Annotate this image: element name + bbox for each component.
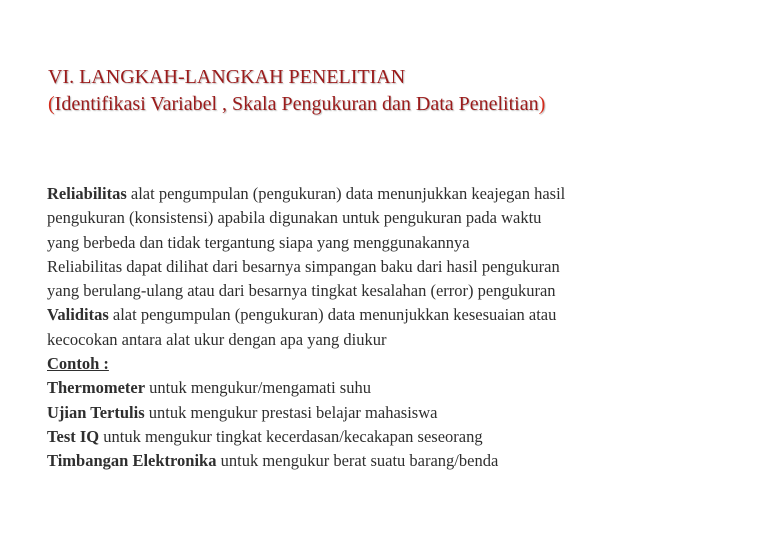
example-term: Test IQ: [47, 426, 100, 446]
title-line-1: VI. LANGKAH-LANGKAH PENELITIAN: [48, 66, 406, 88]
open-paren: (: [48, 93, 55, 115]
body-line: Reliabilitas dapat dilihat dari besarnya simpangan baku dari hasil pengukuran: [47, 256, 560, 276]
example-item: [47, 449, 565, 473]
close-paren: ): [538, 93, 546, 115]
body-line: kecocokan antara alat ukur dengan apa yang diukur: [47, 329, 387, 349]
body-line: yang berbeda dan tidak tergantung siapa yang menggunakannya: [47, 232, 470, 252]
example-item: [47, 401, 565, 425]
reliabilitas-definition: alat pengumpulan (pengukuran) data menunjukkan keajegan hasil: [126, 184, 566, 203]
body-line: pengukuran (konsistensi) apabila digunakan untuk pengukuran pada waktu: [47, 208, 542, 228]
example-item: [47, 425, 565, 449]
example-term: Thermometer: [47, 378, 146, 398]
body-line: yang berulang-ulang atau dari besarnya tingkat kesalahan (error) pengukuran: [47, 281, 556, 301]
example-term: Timbangan Elektronika: [47, 451, 217, 471]
validitas-definition: alat pengumpulan (pengukuran) data menunjukkan kesesuaian atau: [108, 305, 557, 325]
slide-title: [48, 64, 545, 118]
example-desc: untuk mengukur/mengamati suhu: [145, 378, 371, 398]
example-desc: untuk mengukur prestasi belajar mahasiswa: [144, 402, 438, 422]
example-desc: untuk mengukur berat suatu barang/benda: [216, 451, 499, 471]
title-subtitle: Identifikasi Variabel , Skala Pengukuran dan Data Penelitian: [54, 93, 539, 115]
body-line: [47, 182, 565, 206]
example-item: [47, 376, 565, 400]
body-line: [47, 303, 565, 327]
validitas-term: Validitas: [47, 305, 109, 325]
example-desc: untuk mengukur tingkat kecerdasan/kecakapan seseorang: [99, 426, 483, 446]
title-line-2: [48, 91, 545, 118]
slide-body: [47, 182, 565, 474]
example-term: Ujian Tertulis: [47, 402, 145, 422]
contoh-label: Contoh :: [47, 354, 109, 374]
reliabilitas-term: Reliabilitas: [47, 184, 127, 203]
